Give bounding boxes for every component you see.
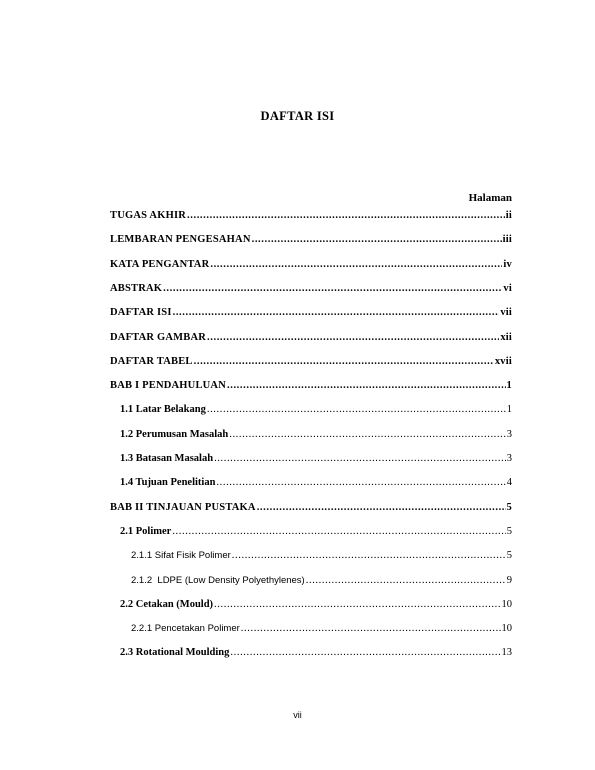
toc-dot-leader xyxy=(241,623,501,634)
toc-entry xyxy=(110,283,512,297)
page-title: DAFTAR ISI xyxy=(260,109,335,123)
toc-entry xyxy=(110,307,512,321)
toc-entry-label: 2.1.2 LDPE (Low Density Polyethylenes) xyxy=(131,574,305,586)
toc-entry-label: 1.2 Perumusan Masalah xyxy=(120,428,229,440)
toc-entry xyxy=(110,502,512,516)
toc-entry-label: 1.4 Tujuan Penelitian xyxy=(120,477,216,489)
toc-dot-leader xyxy=(210,259,502,270)
toc-dot-leader xyxy=(207,404,506,415)
toc-entry xyxy=(120,599,512,613)
toc-entry xyxy=(110,332,512,346)
toc-entry xyxy=(120,526,512,540)
toc-entry-label: 1.3 Batasan Masalah xyxy=(120,453,214,464)
toc-entry-page: 5 xyxy=(506,550,512,562)
toc-entry-label: LEMBARAN PENGESAHAN xyxy=(110,234,251,246)
toc-entry-page: iii xyxy=(502,234,512,246)
toc-dot-leader xyxy=(173,307,500,318)
toc-dot-leader xyxy=(214,453,506,464)
toc-dot-leader xyxy=(163,283,502,294)
toc-dot-leader xyxy=(194,356,494,367)
toc-entry xyxy=(110,259,512,273)
toc-entry-label: 2.2 Cetakan (Mould) xyxy=(120,598,214,610)
toc-entry-page: 5 xyxy=(506,525,512,537)
page-column-header: Halaman xyxy=(468,192,512,204)
toc-entry xyxy=(131,575,512,589)
toc-entry xyxy=(120,477,512,491)
toc-entry-label: TUGAS AKHIR xyxy=(110,210,187,221)
toc-entry-page: 9 xyxy=(506,574,512,586)
toc-entry-label: 2.1 Polimer xyxy=(120,525,172,537)
toc-entry xyxy=(120,647,512,661)
toc-entry-page: 10 xyxy=(501,598,512,610)
toc-entry-page: 10 xyxy=(501,623,512,635)
toc-entry xyxy=(110,234,512,248)
toc-entry-page: 3 xyxy=(506,453,512,464)
toc-entry xyxy=(120,453,512,467)
toc-entry xyxy=(131,623,512,637)
page-number-footer: vii xyxy=(293,710,302,720)
toc-entry-label: ABSTRAK xyxy=(110,282,163,294)
toc-entry-label: 1.1 Latar Belakang xyxy=(120,404,206,416)
toc-entry-page: 3 xyxy=(506,428,512,440)
toc-entry-label: 2.2.1 Pencetakan Polimer xyxy=(131,623,240,635)
toc-entry-page: 1 xyxy=(506,380,512,392)
toc-entry xyxy=(110,380,512,394)
toc-entry xyxy=(131,550,512,564)
toc-dot-leader xyxy=(187,210,505,221)
toc-dot-leader xyxy=(232,550,506,561)
toc-entry xyxy=(110,356,512,370)
toc-entry-page: 13 xyxy=(501,647,512,659)
toc-entry-page: 5 xyxy=(506,501,512,513)
toc-entry-page: vii xyxy=(500,307,512,319)
toc-entry-label: BAB I PENDAHULUAN xyxy=(110,380,226,392)
toc-entry-page: xii xyxy=(500,331,512,343)
toc-entry xyxy=(120,429,512,443)
toc-entry-label: DAFTAR GAMBAR xyxy=(110,331,207,343)
toc-dot-leader xyxy=(214,599,500,610)
toc-dot-leader xyxy=(230,647,500,658)
toc-dot-leader xyxy=(227,380,506,391)
toc-dot-leader xyxy=(172,526,505,537)
toc-entry-label: 2.1.1 Sifat Fisik Polimer xyxy=(131,550,231,562)
toc-entry-label: DAFTAR TABEL xyxy=(110,355,193,367)
toc-dot-leader xyxy=(207,332,499,343)
toc-entry-page: ii xyxy=(505,210,512,221)
toc-entry-page: vi xyxy=(503,282,512,294)
toc-dot-leader xyxy=(229,429,506,440)
toc-entry-page: 4 xyxy=(506,477,512,489)
toc-entry xyxy=(120,404,512,418)
toc-dot-leader xyxy=(216,477,505,488)
toc-dot-leader xyxy=(257,502,506,513)
toc-entry-page: iv xyxy=(503,258,512,270)
toc-entry xyxy=(110,210,512,224)
toc-entry-label: 2.3 Rotational Moulding xyxy=(120,647,230,659)
toc-entry-label: DAFTAR ISI xyxy=(110,307,172,319)
toc-dot-leader xyxy=(252,234,502,245)
toc-entry-page: xvii xyxy=(494,355,512,367)
toc-entry-label: BAB II TINJAUAN PUSTAKA xyxy=(110,501,256,513)
toc-dot-leader xyxy=(306,575,506,586)
toc-entry-page: 1 xyxy=(506,404,512,416)
toc-entry-label: KATA PENGANTAR xyxy=(110,258,210,270)
